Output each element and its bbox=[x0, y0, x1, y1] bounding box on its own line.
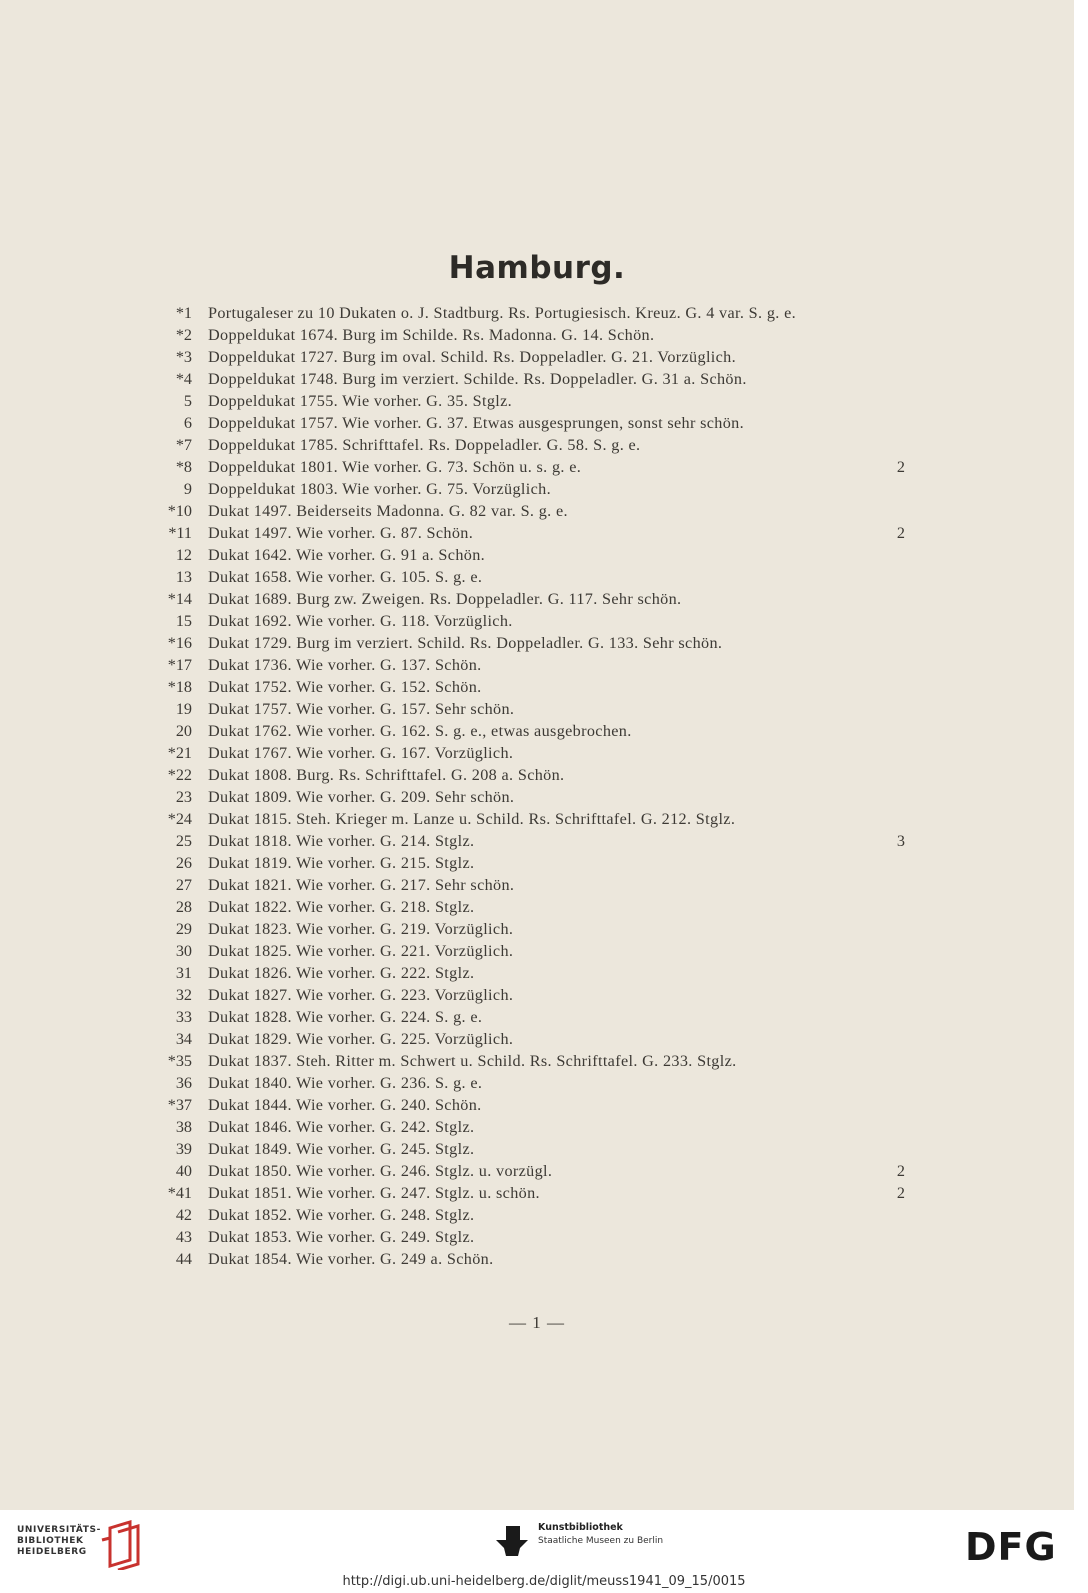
lot-description: Dukat 1497. Wie vorher. G. 87. Schön. bbox=[208, 524, 474, 542]
lot-number: *37 bbox=[167, 1096, 192, 1114]
lot-number: *22 bbox=[167, 766, 192, 784]
ub-line-3: HEIDELBERG bbox=[17, 1547, 87, 1557]
lot-row bbox=[0, 566, 1074, 588]
ub-book-icon bbox=[100, 1520, 148, 1570]
lot-row bbox=[0, 984, 1074, 1006]
lot-row bbox=[0, 544, 1074, 566]
lot-description: Dukat 1853. Wie vorher. G. 249. Stglz. bbox=[208, 1228, 475, 1246]
lot-description: Dukat 1850. Wie vorher. G. 246. Stglz. u. vorzügl. bbox=[208, 1162, 553, 1180]
lot-row bbox=[0, 390, 1074, 412]
lot-number: 9 bbox=[183, 480, 192, 498]
lot-number: *3 bbox=[175, 348, 192, 366]
lot-row bbox=[0, 962, 1074, 984]
lot-row bbox=[0, 940, 1074, 962]
lot-number: *14 bbox=[167, 590, 192, 608]
lot-description: Dukat 1854. Wie vorher. G. 249 a. Schön. bbox=[208, 1250, 494, 1268]
lot-description: Dukat 1821. Wie vorher. G. 217. Sehr schön. bbox=[208, 876, 515, 894]
lot-description: Dukat 1757. Wie vorher. G. 157. Sehr schön. bbox=[208, 700, 515, 718]
lot-row bbox=[0, 522, 1074, 544]
lot-number: 31 bbox=[175, 964, 192, 982]
lot-description: Doppeldukat 1748. Burg im verziert. Schilde. Rs. Doppeladler. G. 31 a. Schön. bbox=[208, 370, 747, 388]
lot-description: Dukat 1822. Wie vorher. G. 218. Stglz. bbox=[208, 898, 475, 916]
lot-row bbox=[0, 764, 1074, 786]
lot-count: 2 bbox=[896, 1184, 905, 1202]
lot-description: Dukat 1849. Wie vorher. G. 245. Stglz. bbox=[208, 1140, 475, 1158]
lot-row bbox=[0, 500, 1074, 522]
lot-row bbox=[0, 1094, 1074, 1116]
lot-number: *18 bbox=[167, 678, 192, 696]
lot-row bbox=[0, 1182, 1074, 1204]
lot-description: Dukat 1846. Wie vorher. G. 242. Stglz. bbox=[208, 1118, 475, 1136]
lot-description: Dukat 1823. Wie vorher. G. 219. Vorzüglich. bbox=[208, 920, 514, 938]
lot-number: 28 bbox=[175, 898, 192, 916]
lot-count: 2 bbox=[896, 458, 905, 476]
lot-number: 44 bbox=[175, 1250, 192, 1268]
lot-description: Doppeldukat 1727. Burg im oval. Schild. Rs. Doppeladler. G. 21. Vorzüglich. bbox=[208, 348, 737, 366]
lot-number: 27 bbox=[175, 876, 192, 894]
lot-count: 3 bbox=[896, 832, 905, 850]
dfg-logo-text: DFG bbox=[965, 1526, 1057, 1566]
lot-number: *11 bbox=[168, 524, 192, 542]
lot-number: *35 bbox=[167, 1052, 192, 1070]
lot-description: Dukat 1767. Wie vorher. G. 167. Vorzüglich. bbox=[208, 744, 514, 762]
lot-row bbox=[0, 918, 1074, 940]
lot-row bbox=[0, 720, 1074, 742]
lot-row bbox=[0, 1138, 1074, 1160]
lot-number: 29 bbox=[175, 920, 192, 938]
lot-description: Dukat 1851. Wie vorher. G. 247. Stglz. u. schön. bbox=[208, 1184, 540, 1202]
ub-line-2: BIBLIOTHEK bbox=[17, 1536, 84, 1546]
lot-row bbox=[0, 610, 1074, 632]
lot-description: Dukat 1809. Wie vorher. G. 209. Sehr schön. bbox=[208, 788, 515, 806]
lot-row bbox=[0, 1204, 1074, 1226]
lot-number: *17 bbox=[167, 656, 192, 674]
page-number: — 1 — bbox=[509, 1313, 565, 1332]
lot-number: 42 bbox=[175, 1206, 192, 1224]
lot-row bbox=[0, 412, 1074, 434]
lot-count: 2 bbox=[896, 524, 905, 542]
lot-description: Dukat 1818. Wie vorher. G. 214. Stglz. bbox=[208, 832, 475, 850]
lot-row bbox=[0, 1006, 1074, 1028]
lot-number: 23 bbox=[175, 788, 192, 806]
lot-number: 36 bbox=[175, 1074, 192, 1092]
lot-description: Dukat 1828. Wie vorher. G. 224. S. g. e. bbox=[208, 1008, 483, 1026]
lot-number: *4 bbox=[175, 370, 192, 388]
lot-row bbox=[0, 346, 1074, 368]
lot-description: Portugaleser zu 10 Dukaten o. J. Stadtburg. Rs. Portugiesisch. Kreuz. G. 4 var. S. g. e. bbox=[208, 304, 796, 322]
lot-number: 25 bbox=[175, 832, 192, 850]
lot-description: Doppeldukat 1757. Wie vorher. G. 37. Etwas ausgesprungen, sonst sehr schön. bbox=[208, 414, 745, 432]
lot-number: 34 bbox=[175, 1030, 192, 1048]
lot-number: 12 bbox=[175, 546, 192, 564]
lot-number: 38 bbox=[175, 1118, 192, 1136]
lot-description: Dukat 1840. Wie vorher. G. 236. S. g. e. bbox=[208, 1074, 483, 1092]
lot-number: 13 bbox=[175, 568, 192, 586]
lot-list bbox=[0, 302, 1074, 1270]
lot-number: *1 bbox=[175, 304, 192, 322]
lot-number: *2 bbox=[175, 326, 192, 344]
lot-row bbox=[0, 1072, 1074, 1094]
lot-description: Doppeldukat 1801. Wie vorher. G. 73. Schön u. s. g. e. bbox=[208, 458, 582, 476]
lot-description: Doppeldukat 1803. Wie vorher. G. 75. Vorzüglich. bbox=[208, 480, 551, 498]
lot-number: 26 bbox=[175, 854, 192, 872]
lot-number: 19 bbox=[175, 700, 192, 718]
lot-number: *10 bbox=[167, 502, 192, 520]
viewer-footer bbox=[0, 1510, 1088, 1593]
lot-row bbox=[0, 654, 1074, 676]
lot-description: Dukat 1752. Wie vorher. G. 152. Schön. bbox=[208, 678, 482, 696]
lot-row bbox=[0, 874, 1074, 896]
lot-count: 2 bbox=[896, 1162, 905, 1180]
lot-row bbox=[0, 1248, 1074, 1270]
lot-description: Doppeldukat 1674. Burg im Schilde. Rs. Madonna. G. 14. Schön. bbox=[208, 326, 655, 344]
lot-number: 30 bbox=[175, 942, 192, 960]
lot-number: 5 bbox=[183, 392, 192, 410]
lot-number: 15 bbox=[175, 612, 192, 630]
lot-description: Dukat 1736. Wie vorher. G. 137. Schön. bbox=[208, 656, 482, 674]
kunstbibliothek-subtitle: Staatliche Museen zu Berlin bbox=[538, 1536, 664, 1546]
lot-row bbox=[0, 698, 1074, 720]
lot-number: *21 bbox=[167, 744, 192, 762]
lot-row bbox=[0, 1116, 1074, 1138]
lot-number: 39 bbox=[175, 1140, 192, 1158]
lot-description: Doppeldukat 1755. Wie vorher. G. 35. Stglz. bbox=[208, 392, 513, 410]
lot-number: *41 bbox=[167, 1184, 192, 1202]
ub-heidelberg-label bbox=[17, 1525, 101, 1558]
lot-description: Dukat 1642. Wie vorher. G. 91 a. Schön. bbox=[208, 546, 486, 564]
lot-row bbox=[0, 786, 1074, 808]
lot-description: Dukat 1852. Wie vorher. G. 248. Stglz. bbox=[208, 1206, 475, 1224]
lot-description: Dukat 1689. Burg zw. Zweigen. Rs. Doppeladler. G. 117. Sehr schön. bbox=[208, 590, 682, 608]
lot-row bbox=[0, 1050, 1074, 1072]
lot-number: 33 bbox=[175, 1008, 192, 1026]
lot-description: Dukat 1808. Burg. Rs. Schrifttafel. G. 208 a. Schön. bbox=[208, 766, 565, 784]
lot-number: *7 bbox=[175, 436, 192, 454]
dfg-logo bbox=[965, 1526, 1065, 1566]
lot-row bbox=[0, 456, 1074, 478]
lot-number: *8 bbox=[175, 458, 192, 476]
lot-number: *16 bbox=[167, 634, 192, 652]
page-title: Hamburg. bbox=[448, 250, 626, 286]
lot-row bbox=[0, 742, 1074, 764]
lot-description: Dukat 1827. Wie vorher. G. 223. Vorzüglich. bbox=[208, 986, 514, 1004]
lot-description: Dukat 1825. Wie vorher. G. 221. Vorzüglich. bbox=[208, 942, 514, 960]
lot-row bbox=[0, 324, 1074, 346]
lot-row bbox=[0, 588, 1074, 610]
lot-description: Dukat 1829. Wie vorher. G. 225. Vorzüglich. bbox=[208, 1030, 514, 1048]
lot-row bbox=[0, 1028, 1074, 1050]
ub-line-1: UNIVERSITÄTS- bbox=[17, 1525, 101, 1535]
lot-row bbox=[0, 434, 1074, 456]
lot-row bbox=[0, 852, 1074, 874]
lot-row bbox=[0, 1160, 1074, 1182]
lot-row bbox=[0, 368, 1074, 390]
lot-description: Dukat 1815. Steh. Krieger m. Lanze u. Schild. Rs. Schrifttafel. G. 212. Stglz. bbox=[208, 810, 736, 828]
lot-row bbox=[0, 830, 1074, 852]
lot-number: 20 bbox=[175, 722, 192, 740]
lot-description: Dukat 1826. Wie vorher. G. 222. Stglz. bbox=[208, 964, 475, 982]
lot-row bbox=[0, 1226, 1074, 1248]
lot-description: Dukat 1692. Wie vorher. G. 118. Vorzüglich. bbox=[208, 612, 513, 630]
lot-row bbox=[0, 302, 1074, 324]
lot-description: Dukat 1837. Steh. Ritter m. Schwert u. Schild. Rs. Schrifttafel. G. 233. Stglz. bbox=[208, 1052, 737, 1070]
kunstbibliothek-name: Kunstbibliothek bbox=[538, 1522, 623, 1533]
lot-description: Dukat 1819. Wie vorher. G. 215. Stglz. bbox=[208, 854, 475, 872]
lot-description: Dukat 1729. Burg im verziert. Schild. Rs. Doppeladler. G. 133. Sehr schön. bbox=[208, 634, 723, 652]
lot-number: 40 bbox=[175, 1162, 192, 1180]
lot-row bbox=[0, 478, 1074, 500]
lot-number: 32 bbox=[175, 986, 192, 1004]
lot-row bbox=[0, 808, 1074, 830]
lot-description: Dukat 1658. Wie vorher. G. 105. S. g. e. bbox=[208, 568, 483, 586]
lot-description: Dukat 1497. Beiderseits Madonna. G. 82 var. S. g. e. bbox=[208, 502, 568, 520]
lot-number: 6 bbox=[183, 414, 192, 432]
lot-row bbox=[0, 896, 1074, 918]
lot-row bbox=[0, 632, 1074, 654]
lot-description: Dukat 1762. Wie vorher. G. 162. S. g. e., etwas ausgebrochen. bbox=[208, 722, 632, 740]
lot-row bbox=[0, 676, 1074, 698]
lot-number: *24 bbox=[167, 810, 192, 828]
lot-number: 43 bbox=[175, 1228, 192, 1246]
kunstbibliothek-eagle-icon bbox=[496, 1526, 528, 1556]
lot-description: Doppeldukat 1785. Schrifttafel. Rs. Doppeladler. G. 58. S. g. e. bbox=[208, 436, 641, 454]
page-url[interactable]: http://digi.ub.uni-heidelberg.de/diglit/meuss1941_09_15/0015 bbox=[342, 1574, 746, 1589]
lot-description: Dukat 1844. Wie vorher. G. 240. Schön. bbox=[208, 1096, 482, 1114]
